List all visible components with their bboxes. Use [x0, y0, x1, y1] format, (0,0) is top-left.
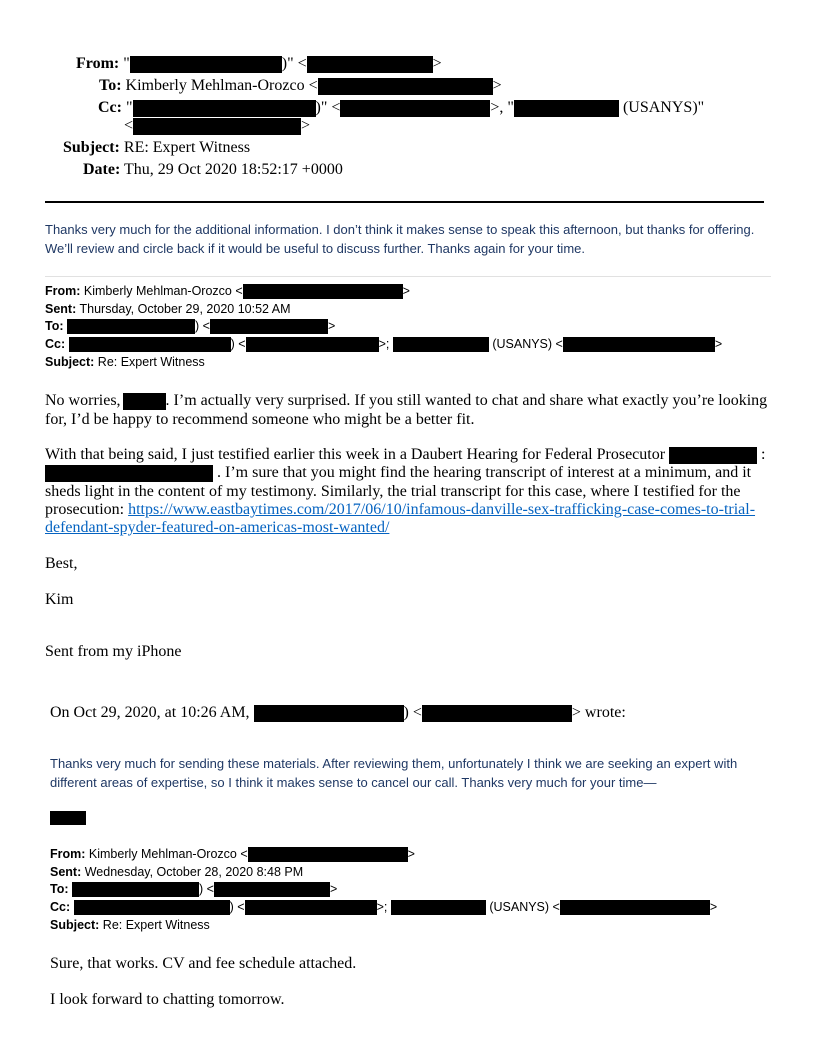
header-subject-row [63, 137, 250, 158]
paragraph: No worries, . I’m actually very surprised. If you still wanted to chat and share what exactly you’re looking [45, 392, 768, 409]
paragraph: With that being said, I just testified earlier this week in a Daubert Hearing for Federal Prosecutor : [45, 446, 766, 463]
redaction [563, 337, 715, 352]
signature: Kim [45, 591, 74, 608]
header-cc-row: Cc: " )" < >, " (USANYS)" [98, 99, 705, 116]
redaction [50, 811, 86, 825]
redaction [669, 447, 757, 464]
redaction [248, 847, 408, 862]
paragraph: I look forward to chatting tomorrow. [50, 991, 285, 1008]
header-from-row: From: " )" < > [76, 55, 442, 72]
date-value: Thu, 29 Oct 2020 18:52:17 +0000 [124, 161, 343, 178]
redaction [560, 900, 710, 915]
subject-label: Subject: [63, 139, 120, 156]
redaction [74, 900, 230, 915]
to-value: Kimberly Mehlman-Orozco < [125, 77, 318, 94]
redaction [133, 118, 301, 135]
redaction [72, 882, 199, 897]
redaction [45, 465, 213, 482]
redaction [514, 100, 619, 117]
to-label: To: [99, 77, 122, 94]
reply-message: Thanks very much for the additional information. I don’t think it makes sense to speak this afternoon, but thanks for offering. We’ll review and circle back if it would be useful to discuss further. Thanks again for your time. [45, 222, 755, 256]
paragraph: Sure, that works. CV and fee schedule attached. [50, 955, 357, 972]
redaction [67, 319, 195, 334]
message-divider [45, 276, 771, 277]
header-divider [45, 201, 764, 203]
signoff: Best, [45, 555, 78, 572]
redaction [246, 337, 379, 352]
subject-value: RE: Expert Witness [123, 139, 251, 156]
quoted-message: Thanks very much for sending these materials. After reviewing them, unfortunately I think we are seeking an expert with different areas of expertise, so I think it makes sense to cancel our call. Thanks very much for your time— [50, 756, 738, 790]
redaction [69, 337, 231, 352]
redaction [391, 900, 486, 915]
redaction [393, 337, 489, 352]
article-link-cont[interactable]: defendant-spyder-featured-on-americas-most-wanted/ [45, 519, 390, 536]
redaction [318, 78, 493, 95]
redaction [254, 705, 404, 722]
header-date-row [83, 159, 343, 180]
header-cc-row-2: < > [124, 117, 311, 134]
quote-intro: On Oct 29, 2020, at 10:26 AM, ) < > wrote: [50, 704, 626, 721]
redaction [422, 705, 572, 722]
device-signature: Sent from my iPhone [45, 643, 182, 660]
paragraph: for, I’d be happy to recommend someone who might be a better fit. [45, 411, 475, 428]
redaction [214, 882, 330, 897]
from-label: From: [76, 55, 120, 72]
redaction [123, 393, 166, 410]
redaction [243, 284, 403, 299]
cc-label: Cc: [98, 99, 122, 116]
redaction [130, 56, 282, 73]
header-to-row: To: Kimberly Mehlman-Orozco < > [99, 77, 502, 94]
redaction [245, 900, 377, 915]
redaction [307, 56, 433, 73]
article-link[interactable]: https://www.eastbaytimes.com/2017/06/10/infamous-danville-sex-trafficking-case-comes-to-trial- [128, 501, 756, 518]
redaction [340, 100, 490, 117]
date-label: Date: [83, 161, 121, 178]
redaction [210, 319, 328, 334]
